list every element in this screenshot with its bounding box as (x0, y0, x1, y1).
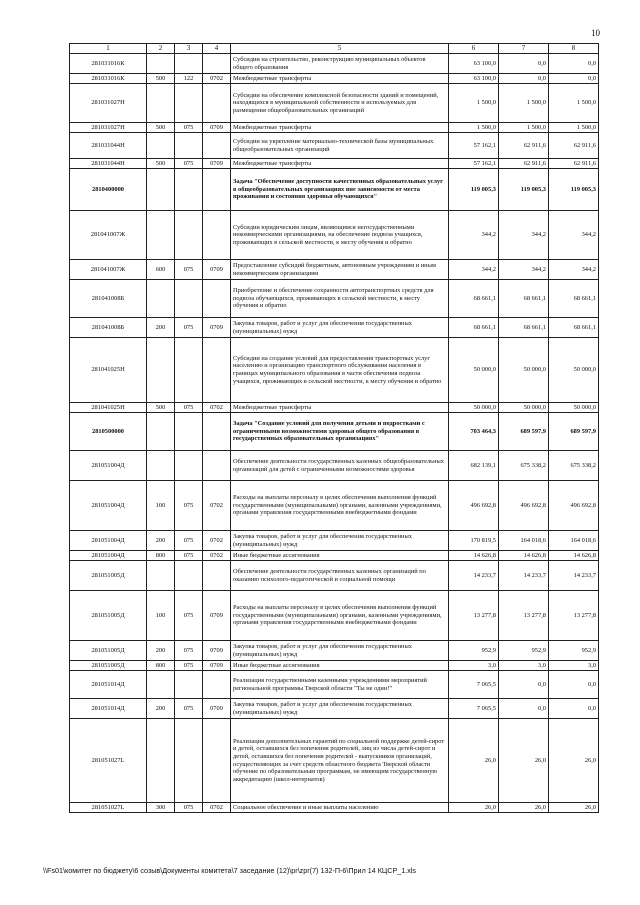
cell-amount-year3: 13 277,8 (549, 591, 599, 641)
cell-amount-year3: 68 661,1 (549, 318, 599, 338)
cell-admin-code: 075 (175, 551, 203, 561)
cell-amount-year2: 3,0 (499, 661, 549, 671)
cell-expense-type: 300 (147, 803, 175, 813)
table-row (70, 641, 599, 661)
cell-amount-year1: 26,0 (449, 719, 499, 803)
cell-section (203, 54, 231, 74)
cell-expense-type: 100 (147, 481, 175, 531)
cell-section: 0702 (203, 551, 231, 561)
table-row (70, 280, 599, 318)
cell-amount-year1: 7 065,5 (449, 671, 499, 699)
cell-section: 0709 (203, 159, 231, 169)
cell-section (203, 169, 231, 211)
cell-amount-year3: 26,0 (549, 803, 599, 813)
cell-admin-code: 075 (175, 531, 203, 551)
cell-name: Реализация государственными казенными учреждениями мероприятий региональной программы Тверской области "Ты не один!" (231, 671, 449, 699)
cell-expense-type (147, 133, 175, 159)
cell-amount-year3: 675 338,2 (549, 451, 599, 481)
cell-expense-type: 800 (147, 661, 175, 671)
cell-name: Иные бюджетные ассигнования (231, 551, 449, 561)
cell-amount-year1: 14 626,8 (449, 551, 499, 561)
cell-expense-type (147, 338, 175, 403)
cell-section (203, 133, 231, 159)
cell-amount-year1: 68 661,1 (449, 318, 499, 338)
cell-amount-year1: 496 692,8 (449, 481, 499, 531)
cell-code: 281051004Д (70, 451, 147, 481)
cell-admin-code (175, 169, 203, 211)
table-row (70, 531, 599, 551)
cell-amount-year3: 50 000,0 (549, 403, 599, 413)
cell-amount-year3: 50 000,0 (549, 338, 599, 403)
cell-admin-code: 075 (175, 591, 203, 641)
cell-amount-year2: 1 500,0 (499, 84, 549, 123)
cell-code: 281041007Ж (70, 211, 147, 260)
cell-name: Приобретение и обеспечение сохранности автотранспортных средств для подвоза обучающихся, проживающих в сельской местности, к месту обучения и обратно (231, 280, 449, 318)
header-col-7: 7 (499, 44, 549, 54)
cell-code: 281051027L (70, 803, 147, 813)
cell-amount-year1: 7 065,5 (449, 699, 499, 719)
cell-amount-year1: 682 139,1 (449, 451, 499, 481)
cell-name: Расходы на выплаты персоналу в целях обеспечения выполнения функций государственными (муниципальными) органами, казенными учреждениями, органами управления государственными внебюджетными фондами (231, 591, 449, 641)
table-row (70, 591, 599, 641)
cell-amount-year1: 63 100,0 (449, 74, 499, 84)
cell-section (203, 671, 231, 699)
cell-amount-year2: 952,9 (499, 641, 549, 661)
cell-code: 281051005Д (70, 561, 147, 591)
cell-section (203, 280, 231, 318)
cell-code: 281031044Н (70, 159, 147, 169)
cell-amount-year3: 0,0 (549, 671, 599, 699)
cell-amount-year1: 50 000,0 (449, 338, 499, 403)
cell-amount-year2: 26,0 (499, 719, 549, 803)
cell-amount-year2: 0,0 (499, 671, 549, 699)
cell-amount-year2: 62 911,6 (499, 159, 549, 169)
cell-amount-year1: 14 233,7 (449, 561, 499, 591)
cell-code: 281041025Н (70, 338, 147, 403)
cell-name: Межбюджетные трансферты (231, 403, 449, 413)
cell-section (203, 451, 231, 481)
cell-code: 281051014Д (70, 699, 147, 719)
cell-section: 0702 (203, 481, 231, 531)
header-col-3: 3 (175, 44, 203, 54)
cell-expense-type: 200 (147, 318, 175, 338)
cell-admin-code: 075 (175, 803, 203, 813)
cell-expense-type (147, 561, 175, 591)
cell-code: 281051027L (70, 719, 147, 803)
cell-name: Обеспечение деятельности государственных казенных общеобразовательных организаций для детей с ограниченными возможностями здоровья (231, 451, 449, 481)
table-row (70, 54, 599, 74)
cell-code: 281051004Д (70, 531, 147, 551)
cell-amount-year3: 0,0 (549, 699, 599, 719)
cell-name: Субсидии на создание условий для предоставления транспортных услуг населению и организацию транспортного обслуживания населения в границах муниципального образования в части обеспечения подвоза учащихся, проживающих в сельской местности, к месту обучения и обратно (231, 338, 449, 403)
cell-section (203, 719, 231, 803)
cell-amount-year1: 344,2 (449, 260, 499, 280)
cell-section: 0709 (203, 661, 231, 671)
cell-expense-type (147, 280, 175, 318)
cell-code: 281041007Ж (70, 260, 147, 280)
cell-amount-year2: 13 277,8 (499, 591, 549, 641)
table-row (70, 413, 599, 451)
cell-code: 281041008Б (70, 280, 147, 318)
cell-admin-code: 075 (175, 318, 203, 338)
cell-amount-year2: 1 500,0 (499, 123, 549, 133)
table-row (70, 260, 599, 280)
cell-amount-year2: 0,0 (499, 699, 549, 719)
cell-amount-year3: 26,0 (549, 719, 599, 803)
cell-amount-year3: 62 911,6 (549, 133, 599, 159)
cell-name: Социальное обеспечение и иные выплаты населению (231, 803, 449, 813)
cell-section (203, 84, 231, 123)
cell-name: Реализация дополнительных гарантий по социальной поддержке детей-сирот и детей, оставшихся без попечения родителей, лиц из числа детей-сирот и детей, оставшихся без попечения родителей - выпускников организаций, осуществляющих за счет средств областного бюджета Тверской области обучение по образовательным программам, не имеющим государственную аккредитацию (школ-интернатов) (231, 719, 449, 803)
cell-amount-year2: 119 005,3 (499, 169, 549, 211)
cell-code: 281051004Д (70, 551, 147, 561)
cell-amount-year2: 496 692,8 (499, 481, 549, 531)
table-row (70, 403, 599, 413)
cell-name: Субсидии юридическим лицам, являющимся негосударственными некоммерческими организациями, на обеспечение подвоза учащихся, проживающих в сельской местности, к месту обучения и обратно (231, 211, 449, 260)
cell-amount-year2: 164 018,6 (499, 531, 549, 551)
table-row (70, 159, 599, 169)
cell-code: 2810400000 (70, 169, 147, 211)
cell-amount-year2: 68 661,1 (499, 280, 549, 318)
cell-amount-year3: 14 233,7 (549, 561, 599, 591)
cell-section: 0709 (203, 641, 231, 661)
cell-expense-type (147, 671, 175, 699)
cell-name: Межбюджетные трансферты (231, 74, 449, 84)
cell-section: 0709 (203, 260, 231, 280)
cell-admin-code: 075 (175, 699, 203, 719)
cell-admin-code (175, 84, 203, 123)
cell-code: 281051005Д (70, 591, 147, 641)
header-col-5: 5 (231, 44, 449, 54)
table-row (70, 671, 599, 699)
cell-expense-type: 500 (147, 123, 175, 133)
cell-admin-code (175, 280, 203, 318)
cell-code: 281031027Н (70, 123, 147, 133)
cell-name: Обеспечение деятельности государственных казенных организаций по оказанию психолого-педагогической и социальной помощи (231, 561, 449, 591)
cell-amount-year1: 119 005,3 (449, 169, 499, 211)
table-row (70, 561, 599, 591)
file-path-footer: \\Fs01\комитет по бюджету\6 созыв\Документы комитета\7 заседание (12)\pr\zpr(7) 132-П-6\Прил 14 КЦСР_1.xls (43, 866, 417, 875)
cell-admin-code: 075 (175, 641, 203, 661)
cell-expense-type (147, 413, 175, 451)
cell-amount-year1: 68 661,1 (449, 280, 499, 318)
cell-admin-code (175, 54, 203, 74)
cell-section: 0702 (203, 803, 231, 813)
cell-amount-year3: 3,0 (549, 661, 599, 671)
cell-admin-code (175, 133, 203, 159)
cell-admin-code (175, 211, 203, 260)
header-col-2: 2 (147, 44, 175, 54)
cell-amount-year1: 57 162,1 (449, 159, 499, 169)
cell-amount-year2: 50 000,0 (499, 403, 549, 413)
table-row (70, 551, 599, 561)
cell-name: Субсидии на строительство, реконструкцию муниципальных объектов общего образования (231, 54, 449, 74)
cell-name: Субсидии на обеспечение комплексной безопасности зданий и помещений, находящихся в муниципальной собственности и используемых для размещения общеобразовательных организаций (231, 84, 449, 123)
cell-admin-code (175, 451, 203, 481)
table-body (70, 54, 599, 813)
cell-expense-type: 500 (147, 403, 175, 413)
cell-name: Субсидии на укрепление материально-технической базы муниципальных общеобразовательных организаций (231, 133, 449, 159)
cell-code: 281031027Н (70, 84, 147, 123)
cell-code: 281031016К (70, 74, 147, 84)
table-row (70, 661, 599, 671)
cell-section: 0709 (203, 318, 231, 338)
cell-code: 281051005Д (70, 661, 147, 671)
cell-amount-year3: 0,0 (549, 74, 599, 84)
cell-name: Предоставление субсидий бюджетным, автономным учреждениям и иным некоммерческим организациям (231, 260, 449, 280)
page-number: 10 (591, 28, 600, 38)
cell-amount-year2: 14 233,7 (499, 561, 549, 591)
cell-amount-year3: 344,2 (549, 260, 599, 280)
cell-amount-year1: 3,0 (449, 661, 499, 671)
cell-amount-year2: 68 661,1 (499, 318, 549, 338)
cell-admin-code: 075 (175, 403, 203, 413)
cell-expense-type: 800 (147, 551, 175, 561)
cell-amount-year1: 170 819,5 (449, 531, 499, 551)
cell-expense-type: 200 (147, 531, 175, 551)
table-row (70, 318, 599, 338)
cell-admin-code: 075 (175, 481, 203, 531)
cell-amount-year1: 13 277,8 (449, 591, 499, 641)
cell-amount-year3: 1 500,0 (549, 84, 599, 123)
cell-amount-year1: 50 000,0 (449, 403, 499, 413)
cell-expense-type: 200 (147, 699, 175, 719)
cell-section: 0702 (203, 74, 231, 84)
cell-name: Расходы на выплаты персоналу в целях обеспечения выполнения функций государственными (муниципальными) органами, казенными учреждениями, органами управления государственными внебюджетными фондами (231, 481, 449, 531)
cell-expense-type (147, 84, 175, 123)
cell-admin-code: 075 (175, 260, 203, 280)
cell-admin-code: 075 (175, 123, 203, 133)
cell-section: 0702 (203, 403, 231, 413)
cell-amount-year3: 68 661,1 (549, 280, 599, 318)
header-col-8: 8 (549, 44, 599, 54)
cell-amount-year2: 26,0 (499, 803, 549, 813)
table-row (70, 719, 599, 803)
cell-amount-year1: 26,0 (449, 803, 499, 813)
cell-name: Закупка товаров, работ и услуг для обеспечения государственных (муниципальных) нужд (231, 641, 449, 661)
cell-name: Межбюджетные трансферты (231, 159, 449, 169)
cell-code: 281041008Б (70, 318, 147, 338)
table-row (70, 481, 599, 531)
cell-amount-year2: 344,2 (499, 260, 549, 280)
cell-admin-code (175, 561, 203, 591)
cell-expense-type: 500 (147, 159, 175, 169)
cell-expense-type: 100 (147, 591, 175, 641)
cell-amount-year2: 50 000,0 (499, 338, 549, 403)
table-row (70, 123, 599, 133)
cell-amount-year3: 62 911,6 (549, 159, 599, 169)
cell-section: 0709 (203, 699, 231, 719)
cell-code: 281051005Д (70, 641, 147, 661)
cell-admin-code: 075 (175, 159, 203, 169)
cell-amount-year1: 1 500,0 (449, 84, 499, 123)
cell-amount-year3: 14 626,8 (549, 551, 599, 561)
cell-expense-type (147, 169, 175, 211)
cell-admin-code: 122 (175, 74, 203, 84)
cell-amount-year2: 0,0 (499, 74, 549, 84)
cell-admin-code (175, 671, 203, 699)
cell-section: 0709 (203, 123, 231, 133)
cell-code: 281031044Н (70, 133, 147, 159)
cell-amount-year3: 344,2 (549, 211, 599, 260)
cell-expense-type (147, 211, 175, 260)
cell-name: Межбюджетные трансферты (231, 123, 449, 133)
table-row (70, 169, 599, 211)
cell-section (203, 561, 231, 591)
cell-code: 281031016К (70, 54, 147, 74)
cell-name: Задача "Обеспечение доступности качественных образовательных услуг в общеобразовательных организациях вне зависимости от места проживания и состояния здоровья обучающихся" (231, 169, 449, 211)
header-row (70, 44, 599, 54)
cell-expense-type: 500 (147, 74, 175, 84)
cell-section (203, 211, 231, 260)
cell-amount-year3: 0,0 (549, 54, 599, 74)
cell-admin-code (175, 338, 203, 403)
cell-expense-type: 600 (147, 260, 175, 280)
cell-amount-year1: 1 500,0 (449, 123, 499, 133)
cell-admin-code: 075 (175, 661, 203, 671)
cell-name: Иные бюджетные ассигнования (231, 661, 449, 671)
cell-amount-year2: 689 597,9 (499, 413, 549, 451)
table-row (70, 338, 599, 403)
cell-amount-year1: 57 162,1 (449, 133, 499, 159)
cell-amount-year3: 496 692,8 (549, 481, 599, 531)
cell-section: 0709 (203, 591, 231, 641)
table-row (70, 74, 599, 84)
cell-code: 281051004Д (70, 481, 147, 531)
table-row (70, 699, 599, 719)
cell-amount-year2: 62 911,6 (499, 133, 549, 159)
cell-expense-type: 200 (147, 641, 175, 661)
cell-admin-code (175, 719, 203, 803)
table-row (70, 451, 599, 481)
budget-table (69, 43, 599, 813)
cell-amount-year3: 164 018,6 (549, 531, 599, 551)
cell-section (203, 338, 231, 403)
cell-amount-year3: 1 500,0 (549, 123, 599, 133)
cell-name: Задача "Создание условий для получения детьми и подростками с ограниченными возможностями здоровья общего образования в государственных образовательных организациях" (231, 413, 449, 451)
header-col-6: 6 (449, 44, 499, 54)
cell-expense-type (147, 719, 175, 803)
cell-section: 0702 (203, 531, 231, 551)
table-row (70, 84, 599, 123)
cell-amount-year2: 344,2 (499, 211, 549, 260)
cell-amount-year1: 952,9 (449, 641, 499, 661)
table-row (70, 803, 599, 813)
cell-amount-year2: 675 338,2 (499, 451, 549, 481)
cell-code: 281041025Н (70, 403, 147, 413)
cell-section (203, 413, 231, 451)
cell-amount-year3: 952,9 (549, 641, 599, 661)
table-row (70, 211, 599, 260)
cell-code: 2810500000 (70, 413, 147, 451)
cell-admin-code (175, 413, 203, 451)
cell-expense-type (147, 54, 175, 74)
cell-amount-year1: 344,2 (449, 211, 499, 260)
cell-expense-type (147, 451, 175, 481)
cell-name: Закупка товаров, работ и услуг для обеспечения государственных (муниципальных) нужд (231, 318, 449, 338)
cell-name: Закупка товаров, работ и услуг для обеспечения государственных (муниципальных) нужд (231, 531, 449, 551)
cell-name: Закупка товаров, работ и услуг для обеспечения государственных (муниципальных) нужд (231, 699, 449, 719)
header-col-4: 4 (203, 44, 231, 54)
cell-amount-year1: 63 100,0 (449, 54, 499, 74)
cell-amount-year2: 14 626,8 (499, 551, 549, 561)
cell-amount-year3: 689 597,9 (549, 413, 599, 451)
table-row (70, 133, 599, 159)
cell-amount-year3: 119 005,3 (549, 169, 599, 211)
cell-code: 281051014Д (70, 671, 147, 699)
cell-amount-year2: 0,0 (499, 54, 549, 74)
cell-amount-year1: 703 464,3 (449, 413, 499, 451)
header-col-1: 1 (70, 44, 147, 54)
